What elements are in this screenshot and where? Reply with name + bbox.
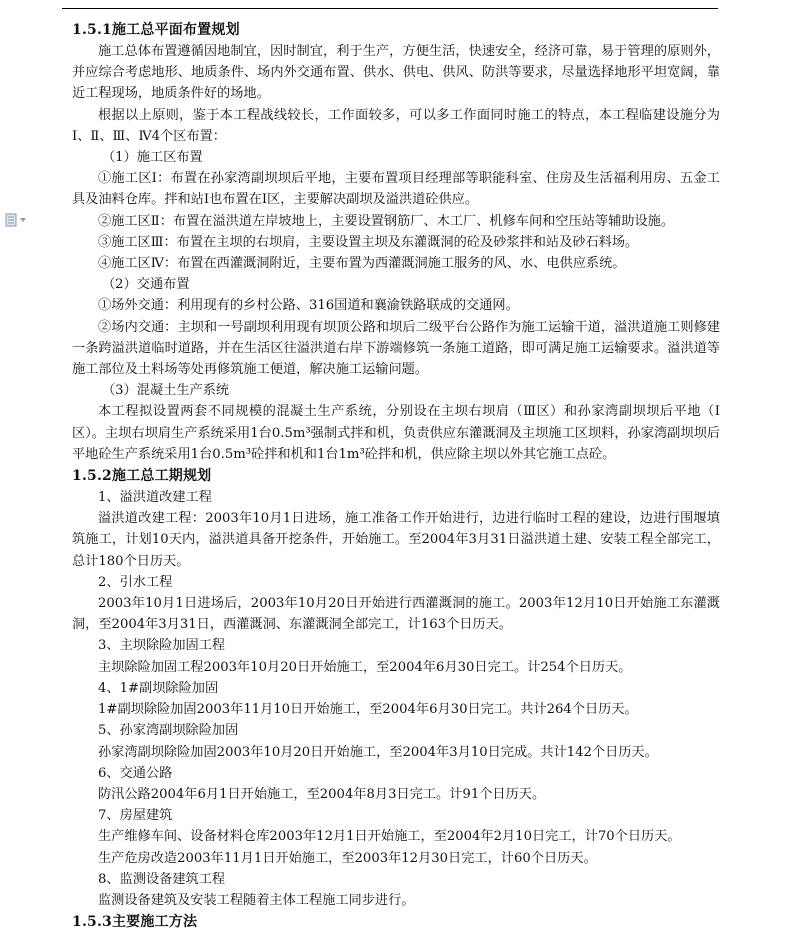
list-heading: 8、监测设备建筑工程: [98, 871, 226, 887]
paragraph: 根据以上原则，鉴于本工程战线较长，工作面较多，可以多工作面同时施工的特点，本工程临建设施分为Ⅰ、Ⅱ、Ⅲ、Ⅳ4个区布置：: [72, 107, 720, 144]
paragraph: ④施工区Ⅳ：布置在西灌溉洞附近，主要布置为西灌溉洞施工服务的风、水、电供应系统。: [98, 256, 626, 272]
list-heading: 3、主坝除险加固工程: [98, 638, 226, 654]
paragraph: 溢洪道改建工程：2003年10月1日进场，施工准备工作开始进行，边进行临时工程的建设，边进行围堰填筑施工，计划10天内，溢洪道具备开挖条件，开始施工。至2004年3月31日溢洪道土建、安装工程全部完工，总计180个日历天。: [72, 511, 720, 569]
section-heading-1-5-1: 1.5.1施工总平面布置规划: [72, 22, 240, 38]
list-heading: 4、1#副坝除险加固: [98, 680, 219, 696]
header-rule: [62, 8, 718, 9]
sub-heading: （2）交通布置: [102, 277, 190, 293]
paragraph: ①场外交通：利用现有的乡村公路、316国道和襄渝铁路联成的交通网。: [98, 298, 519, 314]
paragraph: ①施工区Ⅰ：布置在孙家湾副坝坝后平地，主要布置项目经理部等职能科室、住房及生活福利用房、五金工具及油料仓库。拌和站Ⅰ也布置在Ⅰ区，主要解决副坝及溢洪道砼供应。: [72, 171, 720, 208]
sub-heading: （1）施工区布置: [102, 150, 203, 166]
section-heading-1-5-3: 1.5.3主要施工方法: [72, 914, 198, 931]
paragraph: 2003年10月1日进场后，2003年10月20日开始进行西灌溉洞的施工。2003年12月10日开始施工东灌溉洞，至2004年3月31日，西灌溉洞、东灌溉洞全部完工，计163个日历天。: [72, 596, 720, 633]
list-heading: 7、房屋建筑: [98, 808, 173, 824]
paragraph: 1#副坝除险加固2003年11月10日开始施工，至2004年6月30日完工。共计264个日历天。: [98, 702, 638, 718]
section-heading-1-5-2: 1.5.2施工总工期规划: [72, 468, 212, 485]
paragraph: 生产维修车间、设备材料仓库2003年12月1日开始施工，至2004年2月10日完工，计70个日历天。: [98, 829, 681, 845]
paragraph: 监测设备建筑及安装工程随着主体工程施工同步进行。: [98, 892, 415, 908]
paragraph: 施工总体布置遵循因地制宜，因时制宜，利于生产，方便生活，快速安全，经济可靠，易于管理的原则外，并应综合考虑地形、地质条件、场内外交通布置、供水、供电、供风、防洪等要求，尽量选择地形平坦宽阔，靠近工程现场，地质条件好的场地。: [72, 44, 720, 102]
document-page: [72, 19, 720, 933]
paragraph: 孙家湾副坝除险加固2003年10月20日开始施工，至2004年3月10日完成。共计142个日历天。: [98, 744, 658, 760]
list-heading: 6、交通公路: [98, 765, 173, 781]
sub-heading: （3）混凝土生产系统: [102, 383, 230, 399]
paragraph: 防汛公路2004年6月1日开始施工，至2004年8月3日完工。计91个日历天。: [98, 786, 546, 802]
paragraph: 主坝除险加固工程2003年10月20日开始施工，至2004年6月30日完工。计254个日历天。: [98, 659, 632, 675]
paragraph: ③施工区Ⅲ：布置在主坝的右坝肩，主要设置主坝及东灌溉洞的砼及砂浆拌和站及砂石料场。: [98, 234, 639, 250]
list-heading: 5、孙家湾副坝除险加固: [98, 723, 239, 739]
paragraph: ②场内交通：主坝和一号副坝利用现有坝顶公路和坝后二级平台公路作为施工运输干道，溢洪道施工则修建一条跨溢洪道临时道路，并在生活区往溢洪道右岸下游端修筑一条施工道路，即可满足施工运输要求。溢洪道等施工部位及土料场等处再修筑施工便道，解决施工运输问题。: [72, 319, 720, 378]
document-dropdown-icon[interactable]: [4, 213, 30, 227]
paragraph: ②施工区Ⅱ：布置在溢洪道左岸坡地上，主要设置钢筋厂、木工厂、机修车间和空压站等辅助设施。: [98, 213, 675, 229]
paragraph: 生产危房改造2003年11月1日开始施工，至2003年12月30日完工，计60个日历天。: [98, 850, 597, 866]
list-heading: 2、引水工程: [98, 574, 173, 590]
paragraph: 本工程拟设置两套不同规模的混凝土生产系统，分别设在主坝右坝肩（Ⅲ区）和孙家湾副坝坝后平地（Ⅰ区）。主坝右坝肩生产系统采用1台0.5m³强制式拌和机，负责供应东灌溉洞及主坝施工区坝料，孙家湾副坝坝后平地砼生产系统采用1台0.5m³砼拌和机和1台1m³砼拌和机，供应除主坝以外其它施工点砼。: [72, 404, 720, 462]
list-heading: 1、溢洪道改建工程: [98, 490, 212, 506]
